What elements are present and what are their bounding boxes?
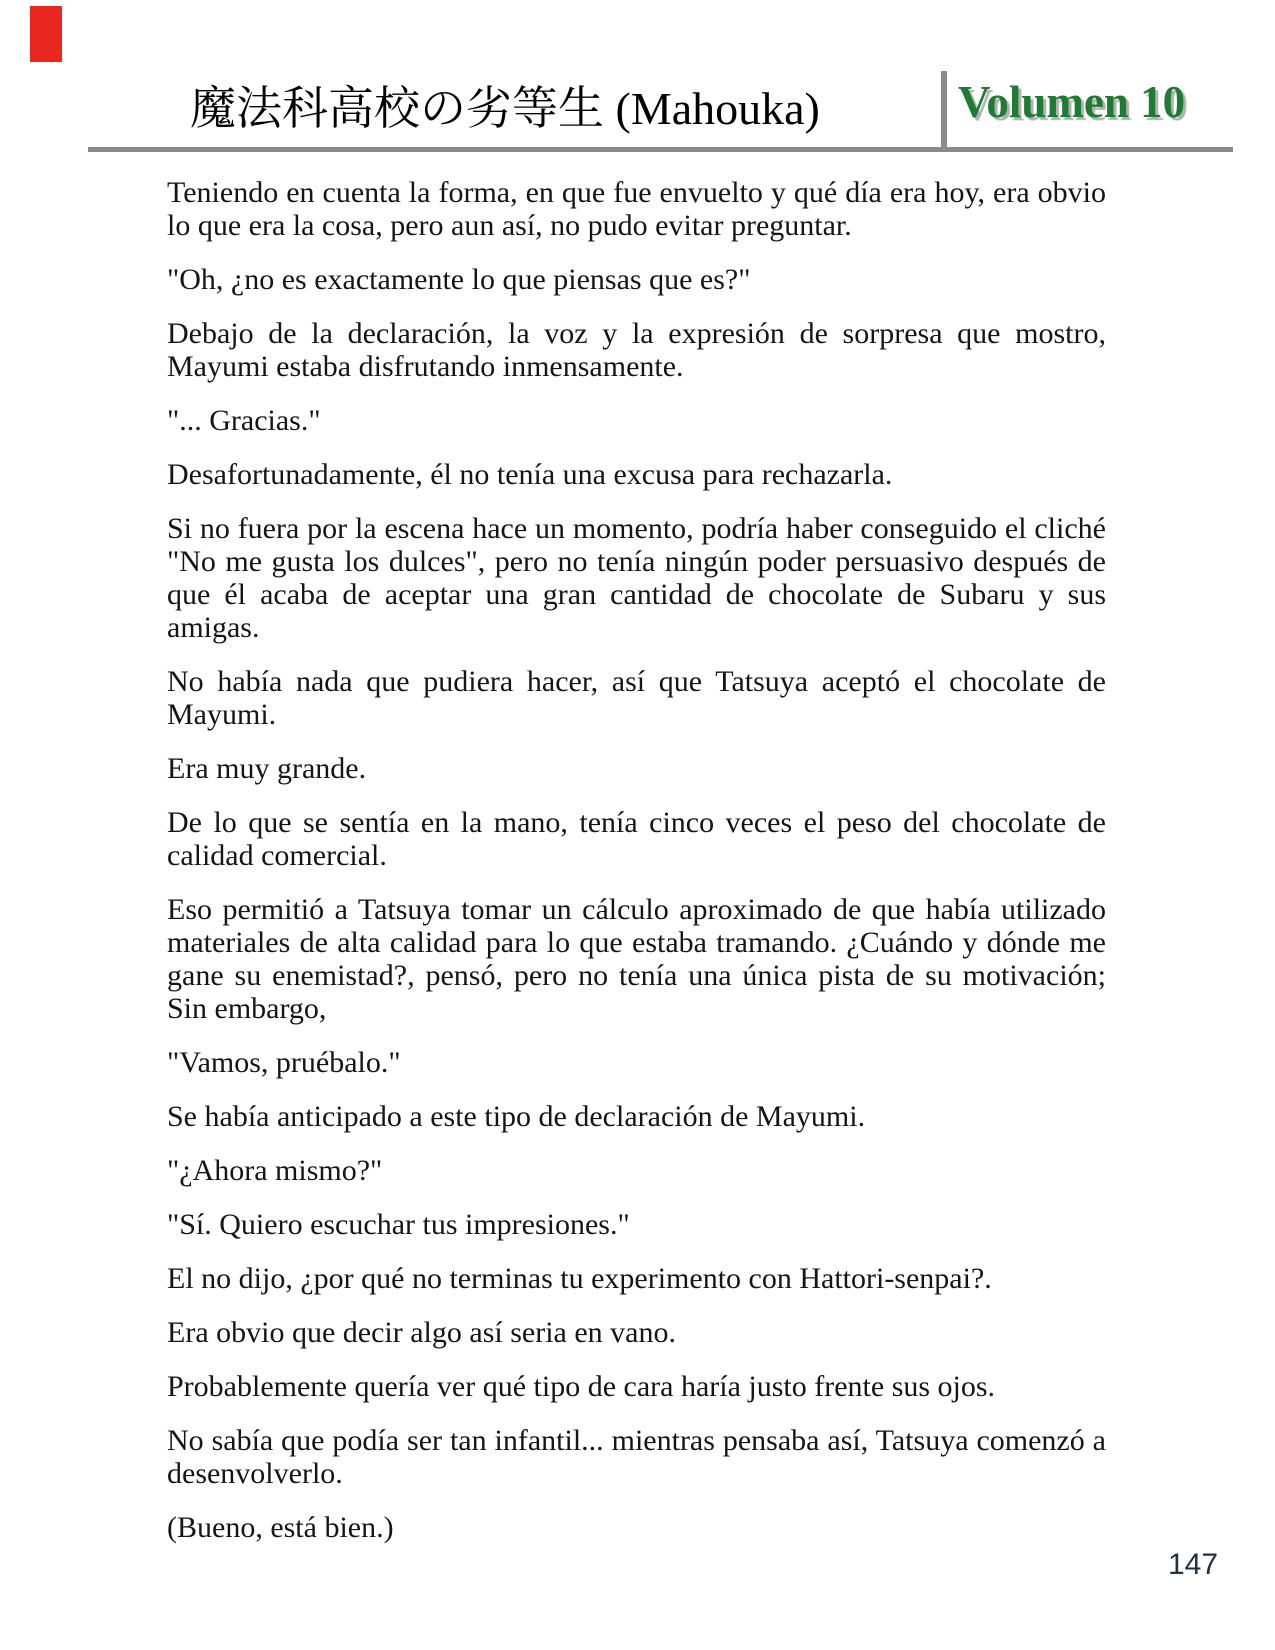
- paragraph: El no dijo, ¿por qué no terminas tu experimento con Hattori-senpai?.: [167, 1262, 992, 1295]
- paragraph: Era obvio que decir algo así seria en vano.: [167, 1316, 676, 1349]
- paragraph: Eso permitió a Tatsuya tomar un cálculo aproximado de que había utilizado materiales de alta calidad para lo que estaba tramando. ¿Cuándo y dónde me gane su enemistad?, pensó, pero no tenía una única pista de su motivación; Sin embargo,: [167, 893, 1106, 1025]
- paragraph: "Sí. Quiero escuchar tus impresiones.": [167, 1208, 630, 1241]
- paragraph: Debajo de la declaración, la voz y la expresión de sorpresa que mostro, Mayumi estaba disfrutando inmensamente.: [167, 317, 1106, 383]
- paragraph: "¿Ahora mismo?": [167, 1154, 383, 1187]
- paragraph: Si no fuera por la escena hace un momento, podría haber conseguido el cliché "No me gusta los dulces", pero no tenía ningún poder persuasivo después de que él acaba de aceptar una gran cantidad de chocolate de Subaru y sus amigas.: [167, 512, 1106, 644]
- paragraph: No había nada que pudiera hacer, así que Tatsuya aceptó el chocolate de Mayumi.: [167, 665, 1106, 731]
- page-number: 147: [1168, 1548, 1219, 1581]
- paragraph: De lo que se sentía en la mano, tenía cinco veces el peso del chocolate de calidad comercial.: [167, 806, 1106, 872]
- paragraph: "Vamos, pruébalo.": [167, 1046, 401, 1079]
- paragraph: Era muy grande.: [167, 752, 367, 785]
- paragraph: No sabía que podía ser tan infantil... mientras pensaba así, Tatsuya comenzó a desenvolverlo.: [167, 1424, 1106, 1490]
- paragraph: Teniendo en cuenta la forma, en que fue envuelto y qué día era hoy, era obvio lo que era la cosa, pero aun así, no pudo evitar preguntar.: [167, 176, 1106, 242]
- volume-label: Volumen 10: [958, 77, 1186, 127]
- paragraph: Desafortunadamente, él no tenía una excusa para rechazarla.: [167, 458, 893, 491]
- header-horizontal-rule: [88, 147, 1233, 152]
- red-corner-marker: [30, 6, 62, 62]
- page-body: [167, 176, 1106, 1565]
- paragraph: Probablemente quería ver qué tipo de cara haría justo frente sus ojos.: [167, 1370, 996, 1403]
- page-title: 魔法科高校の劣等生 (Mahouka): [190, 83, 820, 134]
- paragraph: Se había anticipado a este tipo de declaración de Mayumi.: [167, 1100, 866, 1133]
- paragraph: "Oh, ¿no es exactamente lo que piensas que es?": [167, 263, 751, 296]
- header-divider-bar: [941, 71, 947, 150]
- paragraph: (Bueno, está bien.): [167, 1511, 394, 1544]
- paragraph: "... Gracias.": [167, 404, 321, 437]
